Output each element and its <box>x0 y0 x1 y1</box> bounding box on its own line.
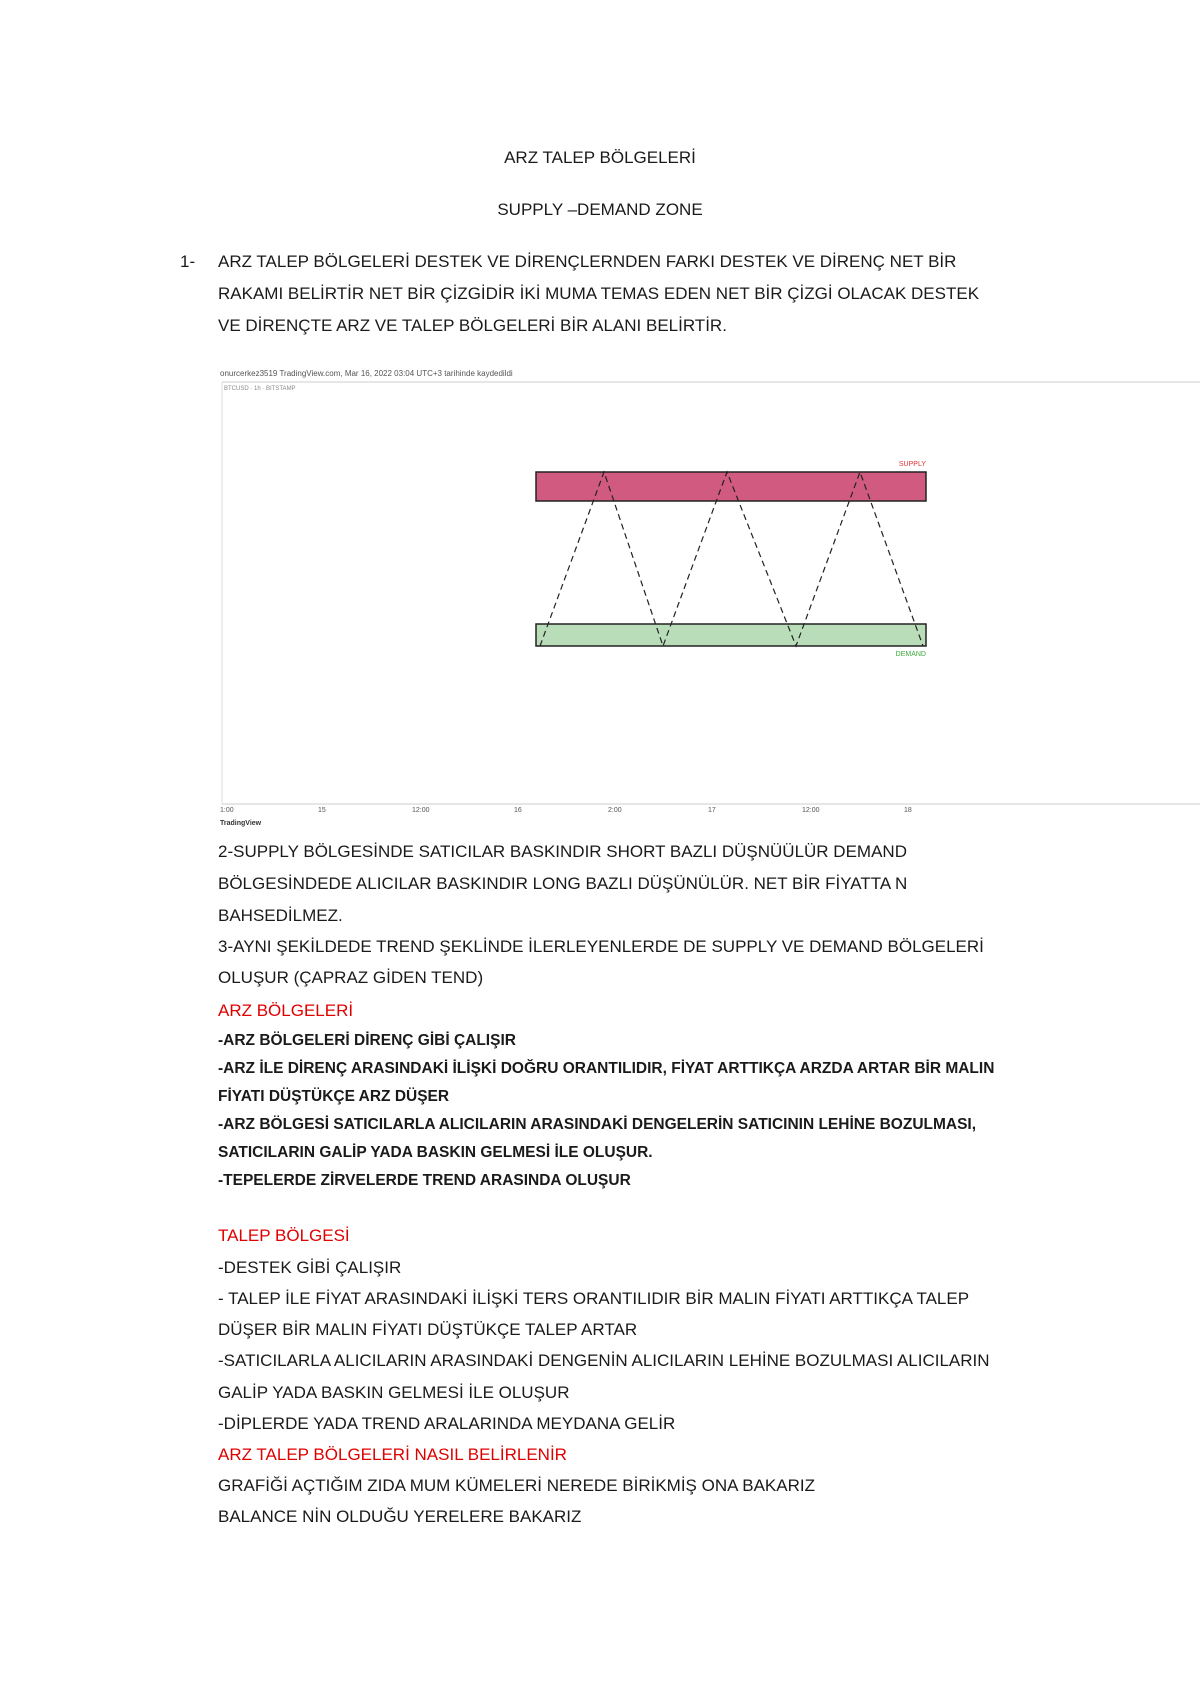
arz-line: -ARZ BÖLGELERİ DİRENÇ GİBİ ÇALIŞIR <box>218 1032 516 1049</box>
para3-line: 3-AYNI ŞEKİLDEDE TREND ŞEKLİNDE İLERLEYENLERDE DE SUPPLY VE DEMAND BÖLGELERİ <box>218 937 984 956</box>
item1-line: RAKAMI BELİRTİR NET BİR ÇİZGİDİR İKİ MUMA TEMAS EDEN NET BİR ÇİZGİ OLACAK DESTEK <box>218 284 980 303</box>
x-tick: 16 <box>514 807 522 814</box>
x-tick: 12:00 <box>412 807 430 814</box>
demand-label: DEMAND <box>895 651 926 658</box>
x-tick: 1:00 <box>220 807 234 814</box>
x-tick: 15 <box>318 807 326 814</box>
nasil-heading: ARZ TALEP BÖLGELERİ NASIL BELİRLENİR <box>218 1445 567 1464</box>
page-title: ARZ TALEP BÖLGELERİ <box>504 148 696 167</box>
item1-line: ARZ TALEP BÖLGELERİ DESTEK VE DİRENÇLERNDEN FARKI DESTEK VE DİRENÇ NET BİR <box>218 252 957 271</box>
arz-line: FİYATI DÜŞTÜKÇE ARZ DÜŞER <box>218 1088 450 1105</box>
item-number: 1- <box>180 252 196 271</box>
x-tick: 12:00 <box>802 807 820 814</box>
x-tick: 18 <box>904 807 912 814</box>
para2-line: BAHSEDİLMEZ. <box>218 906 343 925</box>
demand-zone <box>536 624 926 646</box>
talep-line: -DİPLERDE YADA TREND ARALARINDA MEYDANA GELİR <box>218 1414 676 1433</box>
x-tick: 17 <box>708 807 716 814</box>
item1-line: VE DİRENÇTE ARZ VE TALEP BÖLGELERİ BİR ALANI BELİRTİR. <box>218 316 727 335</box>
talep-line: GALİP YADA BASKIN GELMESİ İLE OLUŞUR <box>218 1383 570 1402</box>
talep-line: - TALEP İLE FİYAT ARASINDAKİ İLİŞKİ TERS ORANTILIDIR BİR MALIN FİYATI ARTTIKÇA TALEP <box>218 1289 970 1308</box>
para2-line: BÖLGESİNDEDE ALICILAR BASKINDIR LONG BAZLI DÜŞÜNÜLÜR. NET BİR FİYATTA N <box>218 874 908 893</box>
chart-subheader: BTCUSD · 1h · BITSTAMP <box>224 386 296 392</box>
nasil-line: BALANCE NİN OLDUĞU YERELERE BAKARIZ <box>218 1507 582 1526</box>
arz-line: SATICILARIN GALİP YADA BASKIN GELMESİ İLE OLUŞUR. <box>218 1144 653 1161</box>
talep-line: -DESTEK GİBİ ÇALIŞIR <box>218 1258 402 1277</box>
tradingview-logo: TradingView <box>220 820 262 827</box>
arz-line: -ARZ İLE DİRENÇ ARASINDAKİ İLİŞKİ DOĞRU ORANTILIDIR, FİYAT ARTTIKÇA ARZDA ARTAR BİR MALIN <box>218 1060 995 1077</box>
talep-heading: TALEP BÖLGESİ <box>218 1226 350 1245</box>
para3-line: OLUŞUR (ÇAPRAZ GİDEN TEND) <box>218 968 484 987</box>
supply-demand-chart-image <box>218 366 1200 828</box>
supply-zone <box>536 472 926 501</box>
nasil-line: GRAFİĞİ AÇTIĞIM ZIDA MUM KÜMELERİ NEREDE BİRİKMİŞ ONA BAKARIZ <box>218 1476 815 1495</box>
supply-label: SUPPLY <box>898 461 926 468</box>
arz-line: -TEPELERDE ZİRVELERDE TREND ARASINDA OLUŞUR <box>218 1172 631 1189</box>
talep-line: DÜŞER BİR MALIN FİYATI DÜŞTÜKÇE TALEP ARTAR <box>218 1320 638 1339</box>
arz-line: -ARZ BÖLGESİ SATICILARLA ALICILARIN ARASINDAKİ DENGELERİN SATICININ LEHİNE BOZULMASI, <box>218 1116 977 1133</box>
arz-heading: ARZ BÖLGELERİ <box>218 1001 354 1020</box>
page-subtitle: SUPPLY –DEMAND ZONE <box>497 200 703 219</box>
x-axis-ticks <box>220 807 912 814</box>
x-tick: 2:00 <box>608 807 622 814</box>
chart-header: onurcerkez3519 TradingView.com, Mar 16, 2022 03:04 UTC+3 tarihinde kaydedildi <box>220 369 513 378</box>
para2-line: 2-SUPPLY BÖLGESİNDE SATICILAR BASKINDIR SHORT BAZLI DÜŞNÜÜLÜR DEMAND <box>218 842 907 861</box>
talep-line: -SATICILARLA ALICILARIN ARASINDAKİ DENGENİN ALICILARIN LEHİNE BOZULMASI ALICILARIN <box>218 1351 990 1370</box>
